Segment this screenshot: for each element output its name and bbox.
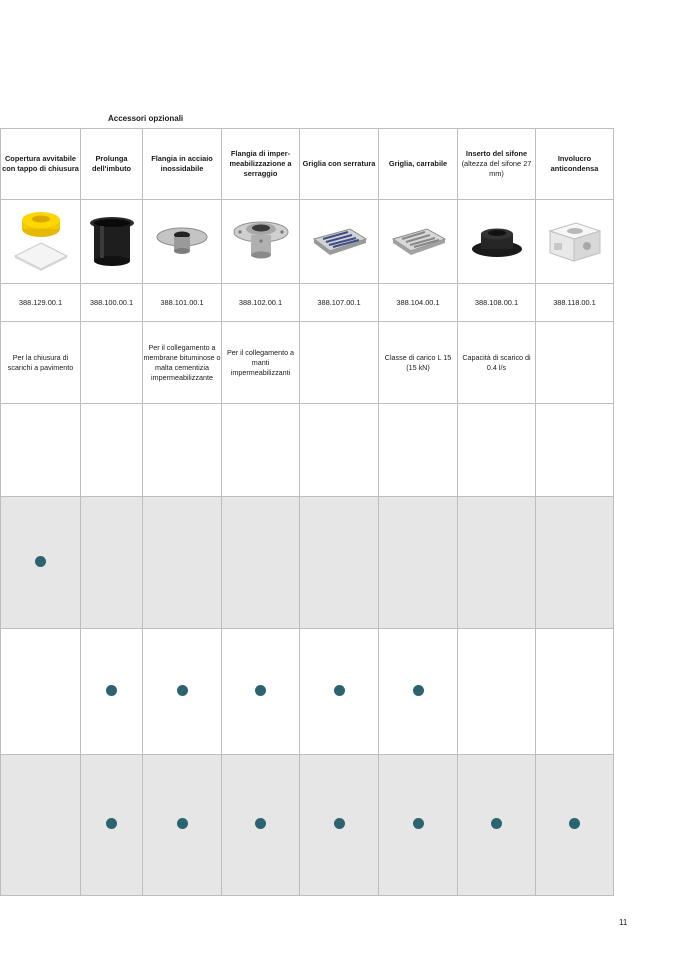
empty-cell [536,404,614,497]
section-title: Accessori opzionali [108,114,184,123]
image-cell [379,200,458,284]
column-title: Flangia in acciaio inossidabile [151,154,213,173]
empty-cell [1,404,81,497]
image-cell [222,200,300,284]
compatibility-row [1,629,614,755]
compatibility-dot [569,818,580,829]
column-title: Griglia, carrabile [388,159,448,168]
description-cell [536,322,614,404]
drivable-grate-image [389,225,447,259]
image-row [1,200,614,284]
mark-cell [81,497,143,629]
header-cell [222,129,300,200]
page-number: 11 [619,918,628,927]
image-cell [81,200,143,284]
article-code: 388.107.00.1 [300,284,379,322]
article-code: 388.108.00.1 [458,284,536,322]
code-row [1,284,614,322]
description-cell: Per il collegamento a membrane bituminose o malta cementizia impermeabilizzante [143,322,222,404]
article-code: 388.100.00.1 [81,284,143,322]
empty-cell [458,404,536,497]
article-code: 388.104.00.1 [379,284,458,322]
column-subtitle: (altezza del sifone 27 mm) [461,159,532,178]
mark-cell [536,629,614,755]
header-cell [1,129,81,200]
empty-cell [379,404,458,497]
mark-cell [300,497,379,629]
compatibility-dot [413,818,424,829]
empty-cell [222,404,300,497]
header-row [1,129,614,200]
anticondensation-housing-image [546,219,604,265]
article-code: 388.101.00.1 [143,284,222,322]
compatibility-dot [491,818,502,829]
mark-cell [536,755,614,896]
compatibility-dot [334,685,345,696]
compatibility-dot [413,685,424,696]
mark-cell [222,497,300,629]
image-cell [300,200,379,284]
header-cell [81,129,143,200]
header-cell [300,129,379,200]
compatibility-dot [177,818,188,829]
compatibility-row [1,497,614,629]
mark-cell [1,629,81,755]
mark-cell [379,755,458,896]
mark-cell [81,629,143,755]
description-cell: Classe di carico L 15 (15 kN) [379,322,458,404]
stainless-flange-image [155,221,209,263]
trap-insert-image [470,221,524,263]
mark-cell [143,755,222,896]
compatibility-dot [106,818,117,829]
compatibility-row [1,755,614,896]
compatibility-dot [35,556,46,567]
column-title: Involucro anticondensa [550,154,599,173]
image-cell [1,200,81,284]
compatibility-dot [106,685,117,696]
description-row [1,322,614,404]
description-cell [81,322,143,404]
column-title: Flangia di imper-meabilizzazione a serraggio [229,149,292,178]
header-cell [379,129,458,200]
clamping-flange-image [232,215,290,269]
mark-cell [1,755,81,896]
mark-cell [300,755,379,896]
mark-cell [81,755,143,896]
compatibility-dot [255,685,266,696]
description-cell: Capacità di scarico di 0.4 l/s [458,322,536,404]
article-code: 388.129.00.1 [1,284,81,322]
mark-cell [458,755,536,896]
lockable-grate-image [310,225,368,259]
description-cell: Per il collegamento a manti impermeabilizzanti [222,322,300,404]
header-cell [143,129,222,200]
screw-cap-cover-image [11,209,71,275]
mark-cell [143,497,222,629]
description-cell [300,322,379,404]
mark-cell [379,497,458,629]
mark-cell [1,497,81,629]
column-title: Prolunga dell'imbuto [91,154,132,173]
accessories-table [0,128,614,896]
mark-cell [143,629,222,755]
article-code: 388.118.00.1 [536,284,614,322]
empty-row [1,404,614,497]
header-cell [536,129,614,200]
empty-cell [81,404,143,497]
compatibility-dot [334,818,345,829]
mark-cell [222,629,300,755]
column-title: Griglia con serratura [302,159,376,168]
column-title: Inserto del sifone [465,149,528,158]
image-cell [536,200,614,284]
mark-cell [458,629,536,755]
mark-cell [536,497,614,629]
empty-cell [300,404,379,497]
column-title: Copertura avvitabile con tappo di chiusura [2,154,79,173]
empty-cell [143,404,222,497]
mark-cell [379,629,458,755]
image-cell [458,200,536,284]
image-cell [143,200,222,284]
mark-cell [222,755,300,896]
compatibility-dot [255,818,266,829]
description-cell: Per la chiusura di scarichi a pavimento [1,322,81,404]
mark-cell [300,629,379,755]
funnel-extension-image [88,214,136,270]
mark-cell [458,497,536,629]
header-cell [458,129,536,200]
article-code: 388.102.00.1 [222,284,300,322]
compatibility-dot [177,685,188,696]
